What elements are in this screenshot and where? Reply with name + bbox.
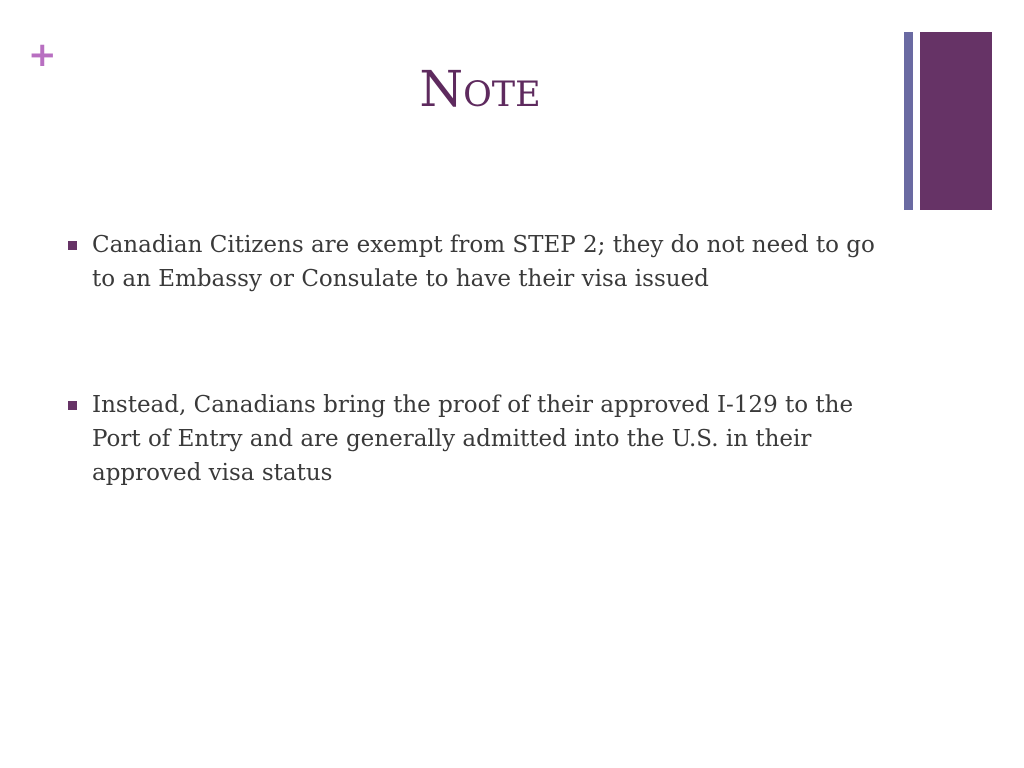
bullet-text: Instead, Canadians bring the proof of their approved I-129 to the Port of Entry and are generally admitted into the U.S. in their approved visa status xyxy=(92,392,854,486)
bullet-list xyxy=(66,228,896,490)
square-bullet-icon xyxy=(68,241,77,250)
accent-bar-thick xyxy=(920,32,992,210)
bullet-item xyxy=(66,228,896,296)
slide-title: Note xyxy=(419,60,541,118)
bullet-text: Canadian Citizens are exempt from STEP 2; they do not need to go to an Embassy or Consulate to have their visa issued xyxy=(92,232,875,292)
accent-bar-thin xyxy=(904,32,913,210)
bullet-item xyxy=(66,388,896,490)
plus-icon: + xyxy=(28,35,57,75)
square-bullet-icon xyxy=(68,401,77,410)
